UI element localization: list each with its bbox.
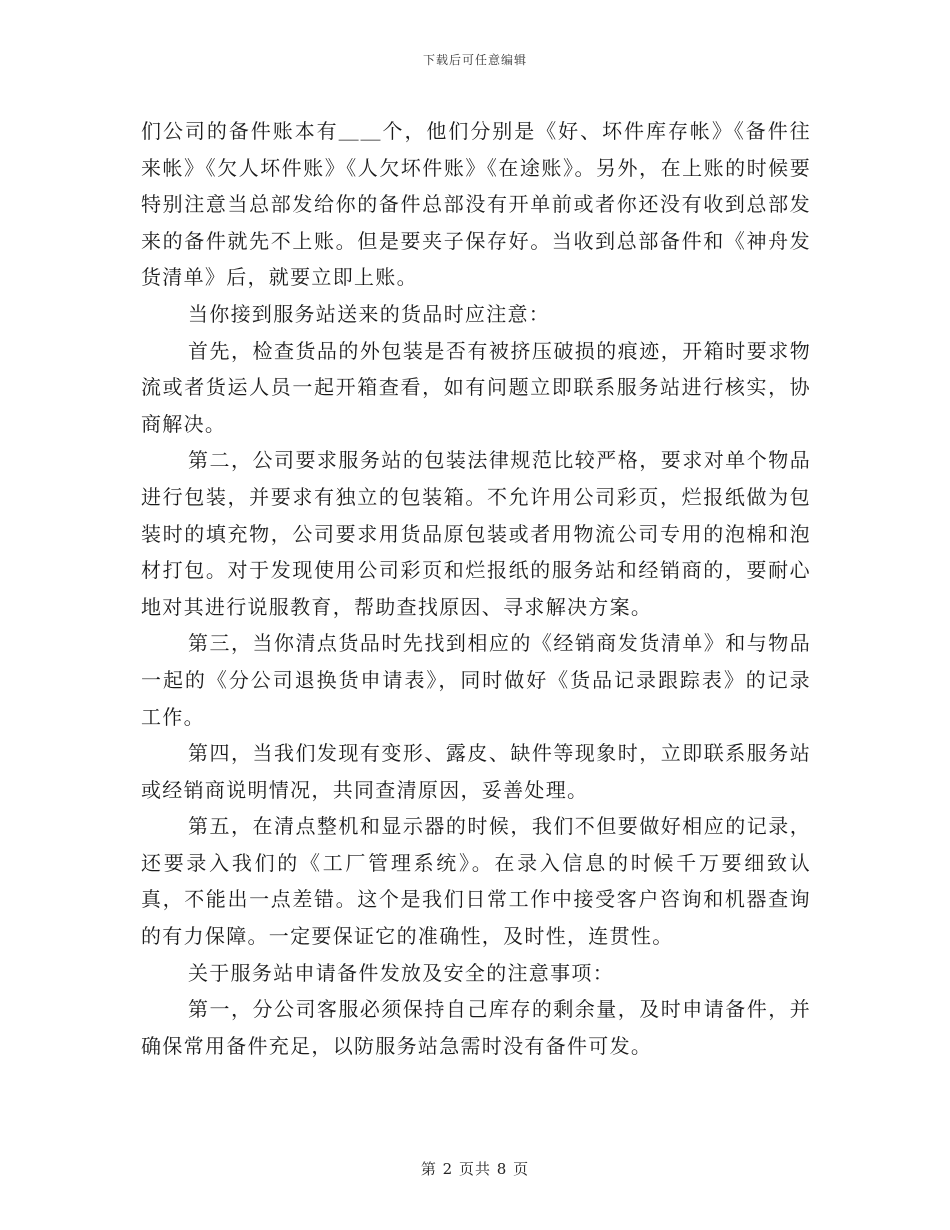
paragraph-second-packaging: 第二，公司要求服务站的包装法律规范比较严格，要求对单个物品进行包装，并要求有独立的包装箱。不允许用公司彩页，烂报纸做为包装时的填充物，公司要求用货品原包装或者用物流公司专用的泡棉和泡材打包。对于发现使用公司彩页和烂报纸的服务站和经销商的，要耐心地对其进行说服教育，帮助查找原因、寻求解决方案。 <box>141 448 811 619</box>
page-number: 第 2 页共 8 页 <box>420 1160 530 1178</box>
paragraph-fourth-damage: 第四，当我们发现有变形、露皮、缺件等现象时，立即联系服务站或经销商说明情况，共同查清原因，妥善处理。 <box>141 741 811 802</box>
paragraph-parts-request-notice: 关于服务站申请备件发放及安全的注意事项： <box>188 960 614 985</box>
paragraph-receiving-notice: 当你接到服务站送来的货品时应注意： <box>188 301 551 326</box>
paragraph-third-checklist: 第三，当你清点货品时先找到相应的《经销商发货清单》和与物品一起的《分公司退换货申请表》，同时做好《货品记录跟踪表》的记录工作。 <box>141 631 811 729</box>
paragraph-ledger-accounts: 们公司的备件账本有＿＿个，他们分别是《好、坏件库存帐》《备件往来帐》《欠人坏件账》《人欠坏件账》《在途账》。另外，在上账的时候要特别注意当总部发给你的备件总部没有开单前或者你还没有收到总部发来的备件就先不上账。但是要夹子保存好。当收到总部备件和《神舟发货清单》后，就要立即上账。 <box>141 119 811 290</box>
paragraph-first-inspection: 首先，检查货品的外包装是否有被挤压破损的痕迹，开箱时要求物流或者货运人员一起开箱查看，如有问题立即联系服务站进行核实，协商解决。 <box>141 338 811 436</box>
paragraph-first-stock: 第一，分公司客服必须保持自己库存的剩余量，及时申请备件，并确保常用备件充足，以防服务站急需时没有备件可发。 <box>141 997 811 1058</box>
paragraph-fifth-system-entry: 第五，在清点整机和显示器的时候，我们不但要做好相应的记录，还要录入我们的《工厂管理系统》。在录入信息的时候千万要细致认真，不能出一点差错。这个是我们日常工作中接受客户咨询和机器查询的有力保障。一定要保证它的准确性，及时性，连贯性。 <box>141 814 811 949</box>
document-body <box>141 113 811 1064</box>
page-header-note: 下载后可任意编辑 <box>422 53 527 67</box>
